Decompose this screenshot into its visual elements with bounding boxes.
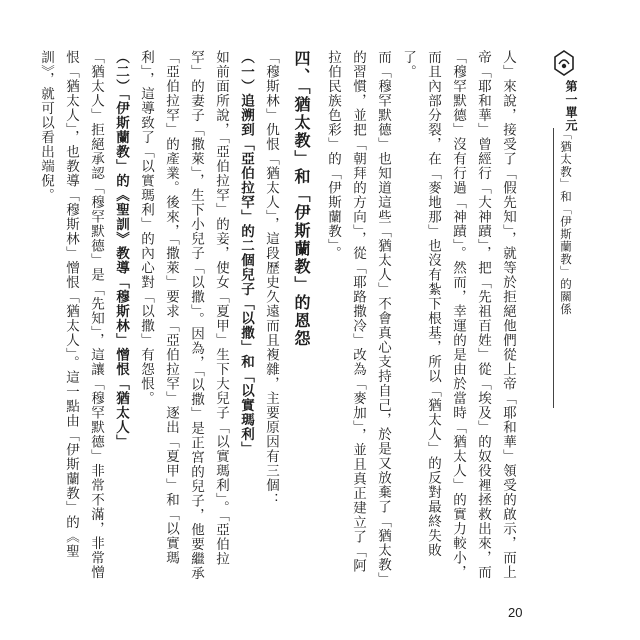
subsection-heading: （一）追溯到「亞伯拉罕」的二個兒子「以撒」和「以實瑪利」 [238, 50, 254, 456]
page-number: 20 [508, 605, 523, 620]
unit-label: 第一單元 [564, 80, 578, 132]
chapter-title-box [553, 128, 577, 408]
paragraph: 人」來說，接受了「假先知」，就等於拒絕他們從上帝「耶和華」領受的啟示，而上帝「耶和華」曾經行「大神蹟」，把「先祖百姓」從「埃及」的奴役裡拯救出來，而「穆罕默德」沒有行過「神蹟」。然而，幸運的是由於當時「猶太人」的實力較小，而且內部分裂，在「麥地那」也沒有紮下根基，所以「猶太人」的反對最終失敗了。 [400, 50, 516, 580]
section-intro: 「穆斯林」仇恨「猶太人」，這段歷史久遠而且複雜，主要原因有三個： [263, 50, 279, 508]
section-heading: 四、「猶太教」和「伊斯蘭教」的恩怨 [292, 50, 311, 348]
chapter-title: 「猶太教」和「伊斯蘭教」的關係 [559, 128, 573, 316]
subsection-heading: （二）「伊斯蘭教」的《聖訓》教導「穆斯林」憎恨「猶太人」 [113, 50, 129, 450]
unit-emblem-icon [553, 50, 575, 76]
running-head [545, 50, 585, 410]
subsection-text: 「猶太人」拒絕承認「穆罕默德」是「先知」，這讓「穆罕默德」非常不滿，非常憎恨「猶太人」，也教導「穆斯林」憎恨「猶太人」。這一點由「伊斯蘭教」的《聖訓》，就可以看出端倪。 [38, 50, 104, 580]
body-text [38, 50, 520, 585]
paragraph: 而「穆罕默德」也知道這些「猶太人」不會真心支持自己，於是又放棄了「猶太教」的習慣，並把「朝拜的方向」，從「耶路撒冷」改為「麥加」，並且真正建立了「阿拉伯民族色彩」的「伊斯蘭教」。 [325, 50, 391, 580]
subsection-text: 如前面所說，「亞伯拉罕」的妾，使女「夏甲」生下大兒子「以實瑪利」。「亞伯拉罕」的妻子「撒萊」，生下小兒子「以撒」。因為，「以撒」是正宮的兒子，他要繼承「亞伯拉罕」的產業。後來，「撒萊」要求「亞伯拉罕」逐出「夏甲」和「以實瑪利」，這導致了「以實瑪利」的內心對「以撒」有怨恨。 [138, 50, 229, 581]
